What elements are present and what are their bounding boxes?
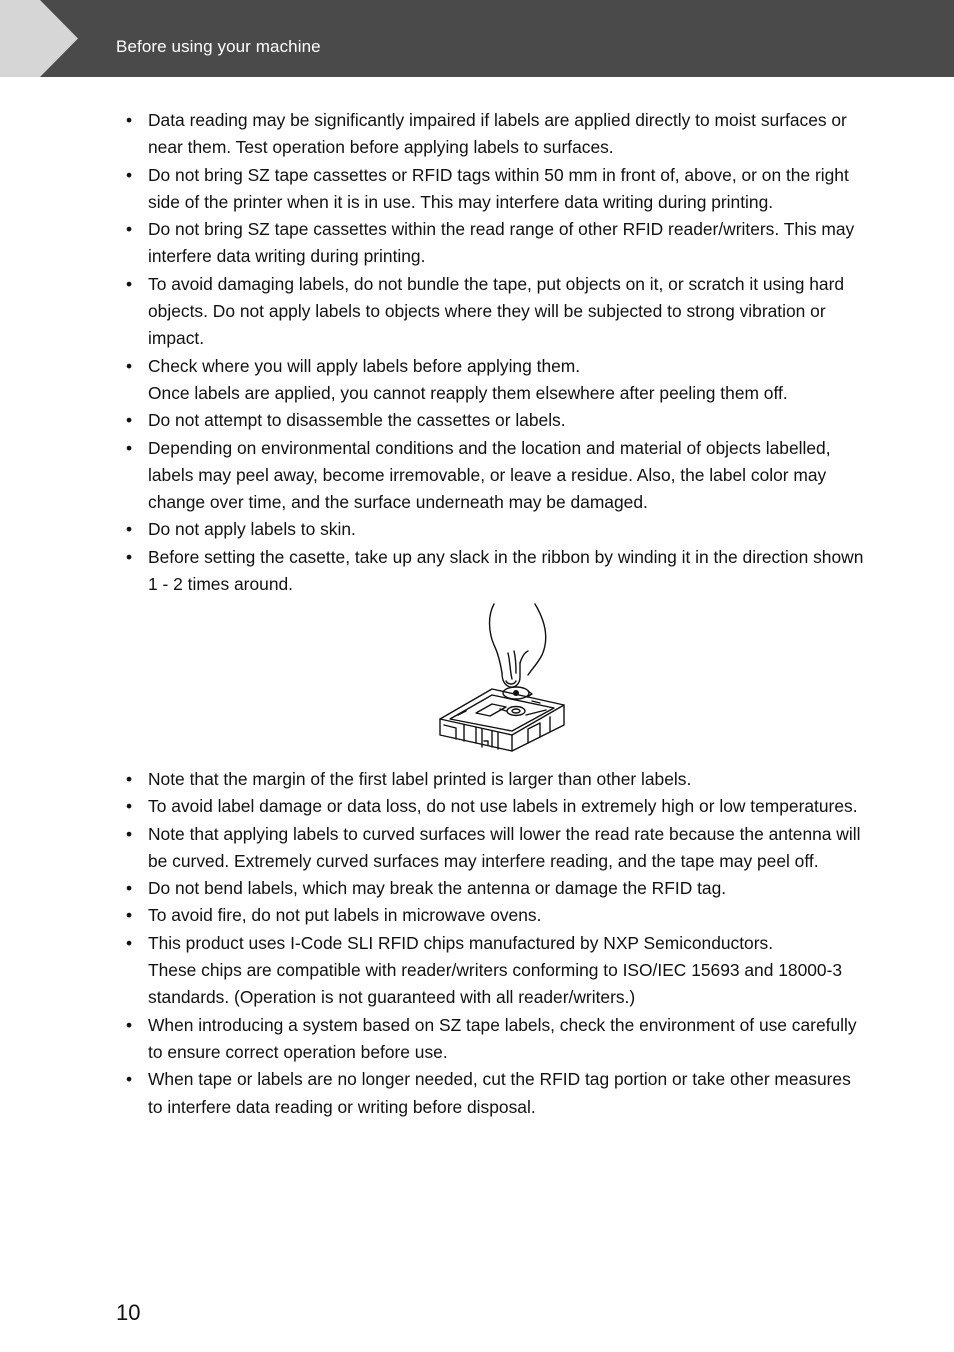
bullet-icon: • xyxy=(126,823,133,844)
bullet-icon: • xyxy=(126,796,133,817)
page-header xyxy=(0,0,954,77)
precautions-list-bottom xyxy=(126,766,890,1121)
list-item-text-line: Do not bring SZ tape cassettes or RFID tags within 50 mm in front of, above, or on the right xyxy=(148,164,849,185)
bullet-icon: • xyxy=(126,110,133,130)
list-item-text-line: to interfere data reading or writing before disposal. xyxy=(148,1096,536,1117)
list-item xyxy=(126,216,890,271)
list-item xyxy=(126,875,890,902)
list-item-text-line: These chips are compatible with reader/writers conforming to ISO/IEC 15693 and 18000-3 xyxy=(148,960,843,981)
list-item-text-line: Do not apply labels to skin. xyxy=(148,519,356,540)
bullet-icon: • xyxy=(126,410,133,431)
list-item-text-line: Check where you will apply labels before applying them. xyxy=(148,355,581,376)
list-item-text-line: Do not attempt to disassemble the cassettes or labels. xyxy=(148,410,566,431)
bullet-icon: • xyxy=(126,355,133,376)
list-item xyxy=(126,766,890,793)
list-item-text-line: Data reading may be significantly impaired if labels are applied directly to moist surfaces or xyxy=(148,110,847,130)
bullet-icon: • xyxy=(126,164,133,185)
bullet-icon: • xyxy=(126,273,133,294)
bullet-icon: • xyxy=(126,546,133,567)
list-item xyxy=(126,793,890,820)
list-item xyxy=(126,544,890,599)
bullet-icon: • xyxy=(126,878,133,899)
list-item-text-line: Do not bend labels, which may break the antenna or damage the RFID tag. xyxy=(148,878,727,899)
tape-cassette-winding-illustration xyxy=(436,601,568,763)
bullet-icon: • xyxy=(126,219,133,240)
list-item xyxy=(126,271,890,353)
precautions-list-top xyxy=(126,107,890,598)
list-item-text-line: 1 - 2 times around. xyxy=(148,574,293,595)
list-item-text-line: Note that applying labels to curved surfaces will lower the read rate because the antenna will xyxy=(148,823,861,844)
list-item-text-line: To avoid damaging labels, do not bundle the tape, put objects on it, or scratch it using hard xyxy=(148,273,845,294)
list-item-text-line: labels may peel away, become irremovable, or leave a residue. Also, the label color may xyxy=(148,464,827,485)
list-item xyxy=(126,902,890,929)
header-tab-arrow-icon xyxy=(0,0,78,77)
list-item-text-line: objects. Do not apply labels to objects where they will be subjected to strong vibration or xyxy=(148,301,826,322)
list-item xyxy=(126,1012,890,1067)
list-item-text-line: interfere data writing during printing. xyxy=(148,246,426,267)
bullet-icon: • xyxy=(126,905,133,926)
list-item xyxy=(126,516,890,543)
bullet-icon: • xyxy=(126,1014,133,1035)
list-item xyxy=(126,107,890,162)
list-item-text-line: Depending on environmental conditions and the location and material of objects labelled, xyxy=(148,437,831,458)
list-item-text-line: Note that the margin of the first label printed is larger than other labels. xyxy=(148,769,692,789)
list-item-text-line: impact. xyxy=(148,328,205,349)
bullet-icon: • xyxy=(126,932,133,953)
list-item-text-line: When tape or labels are no longer needed, cut the RFID tag portion or take other measures xyxy=(148,1069,851,1090)
bullet-icon: • xyxy=(126,519,133,540)
list-item-text-line: near them. Test operation before applying labels to surfaces. xyxy=(148,137,614,158)
page-number: 10 xyxy=(116,1300,141,1325)
list-item-text-line: When introducing a system based on SZ tape labels, check the environment of use carefully xyxy=(148,1014,857,1035)
list-item-text-line: To avoid fire, do not put labels in microwave ovens. xyxy=(148,905,542,926)
list-item-text-line: to ensure correct operation before use. xyxy=(148,1041,448,1062)
list-item xyxy=(126,1066,890,1121)
list-item xyxy=(126,353,890,408)
list-item xyxy=(126,407,890,434)
bullet-icon: • xyxy=(126,769,133,789)
list-item-text-line: standards. (Operation is not guaranteed with all reader/writers.) xyxy=(148,987,636,1008)
list-item-text-line: Before setting the casette, take up any slack in the ribbon by winding it in the direction shown xyxy=(148,546,864,567)
list-item-text-line: Do not bring SZ tape cassettes within the read range of other RFID reader/writers. This may xyxy=(148,219,855,240)
bullet-icon: • xyxy=(126,1069,133,1090)
list-item-text-line: side of the printer when it is in use. This may interfere data writing during printing. xyxy=(148,191,774,212)
header-title: Before using your machine xyxy=(116,37,321,56)
list-item xyxy=(126,435,890,517)
list-item-text-line: be curved. Extremely curved surfaces may interfere reading, and the tape may peel off. xyxy=(148,850,819,871)
list-item xyxy=(126,162,890,217)
list-item-text-line: This product uses I-Code SLI RFID chips manufactured by NXP Semiconductors. xyxy=(148,932,774,953)
list-item xyxy=(126,930,890,1012)
list-item-text-line: To avoid label damage or data loss, do not use labels in extremely high or low temperatures. xyxy=(148,796,858,817)
list-item xyxy=(126,821,890,876)
bullet-icon: • xyxy=(126,437,133,458)
list-item-text-line: Once labels are applied, you cannot reapply them elsewhere after peeling them off. xyxy=(148,382,788,403)
list-item-text-line: change over time, and the surface underneath may be damaged. xyxy=(148,492,648,513)
